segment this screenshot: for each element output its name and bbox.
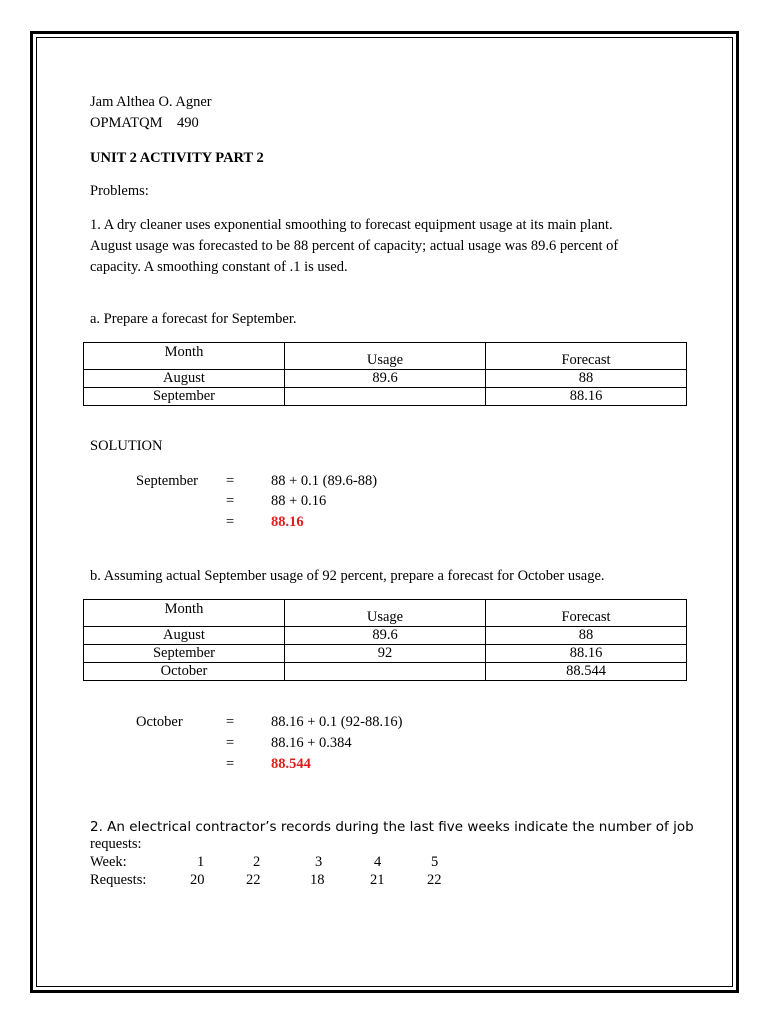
- calc-b-eq-1: =: [226, 714, 235, 730]
- request-value: 22: [427, 872, 442, 888]
- calc-b-step-2: 88.16 + 0.384: [271, 735, 352, 751]
- requests-label: Requests:: [90, 872, 147, 888]
- table-cell: 89.6: [285, 627, 486, 645]
- table-header-cell: Forecast: [486, 343, 687, 370]
- course-code: OPMATQM 490: [90, 115, 199, 131]
- week-value: 3: [315, 854, 323, 870]
- table-cell: 88.16: [486, 388, 687, 406]
- table-cell: September: [84, 388, 285, 406]
- solution-label: SOLUTION: [90, 438, 163, 454]
- table-row: [84, 627, 687, 645]
- table-row: [84, 370, 687, 388]
- table-cell: 88: [486, 627, 687, 645]
- part-a-prompt: a. Prepare a forecast for September.: [90, 311, 297, 327]
- calc-b-eq-3: =: [226, 756, 235, 772]
- table-cell: October: [84, 663, 285, 681]
- request-value: 22: [246, 872, 261, 888]
- table-cell: [285, 388, 486, 406]
- calc-a-eq-1: =: [226, 473, 235, 489]
- table-header-cell: Usage: [285, 600, 486, 627]
- calc-a-eq-3: =: [226, 514, 235, 530]
- calc-b-eq-2: =: [226, 735, 235, 751]
- problems-label: Problems:: [90, 183, 149, 199]
- student-name: Jam Althea O. Agner: [90, 94, 212, 110]
- table-cell: 88.16: [486, 645, 687, 663]
- table-header-cell: Month: [84, 600, 285, 627]
- week-value: 1: [197, 854, 205, 870]
- calc-a-step-1: 88 + 0.1 (89.6-88): [271, 473, 378, 489]
- calc-b-label: October: [136, 714, 183, 730]
- problem1-line1: 1. A dry cleaner uses exponential smoothing to forecast equipment usage at its main plant.: [90, 217, 613, 233]
- forecast-table-a: [83, 342, 687, 406]
- calc-b-result: 88.544: [271, 756, 311, 772]
- document-title: UNIT 2 ACTIVITY PART 2: [90, 150, 264, 166]
- table-row: [84, 645, 687, 663]
- week-value: 2: [253, 854, 261, 870]
- forecast-table-b: [83, 599, 687, 681]
- calc-a-label: September: [136, 473, 199, 489]
- calc-a-eq-2: =: [226, 493, 235, 509]
- table-cell: September: [84, 645, 285, 663]
- table-cell: 92: [285, 645, 486, 663]
- request-value: 21: [370, 872, 385, 888]
- table-cell: August: [84, 370, 285, 388]
- part-b-prompt: b. Assuming actual September usage of 92 percent, prepare a forecast for October usage.: [90, 568, 605, 584]
- table-header-row: [84, 600, 687, 627]
- week-value: 4: [374, 854, 382, 870]
- request-value: 20: [190, 872, 205, 888]
- table-row: [84, 663, 687, 681]
- week-label: Week:: [90, 854, 127, 870]
- table-cell: August: [84, 627, 285, 645]
- calc-b-step-1: 88.16 + 0.1 (92-88.16): [271, 714, 403, 730]
- table-cell: 88.544: [486, 663, 687, 681]
- table-row: [84, 388, 687, 406]
- table-cell: 88: [486, 370, 687, 388]
- table-header-cell: Month: [84, 343, 285, 370]
- table-header-cell: Usage: [285, 343, 486, 370]
- table-cell: [285, 663, 486, 681]
- calc-a-result: 88.16: [271, 514, 304, 530]
- table-cell: 89.6: [285, 370, 486, 388]
- week-value: 5: [431, 854, 439, 870]
- table-header-row: [84, 343, 687, 370]
- problem1-line2: August usage was forecasted to be 88 percent of capacity; actual usage was 89.6 percent of: [90, 238, 619, 254]
- table-header-cell: Forecast: [486, 600, 687, 627]
- problem1-line3: capacity. A smoothing constant of .1 is used.: [90, 259, 348, 275]
- request-value: 18: [310, 872, 325, 888]
- calc-a-step-2: 88 + 0.16: [271, 493, 327, 509]
- problem2-line2: requests:: [90, 836, 142, 852]
- problem2-line1: 2. An electrical contractor’s records during the last five weeks indicate the number of job: [90, 819, 694, 835]
